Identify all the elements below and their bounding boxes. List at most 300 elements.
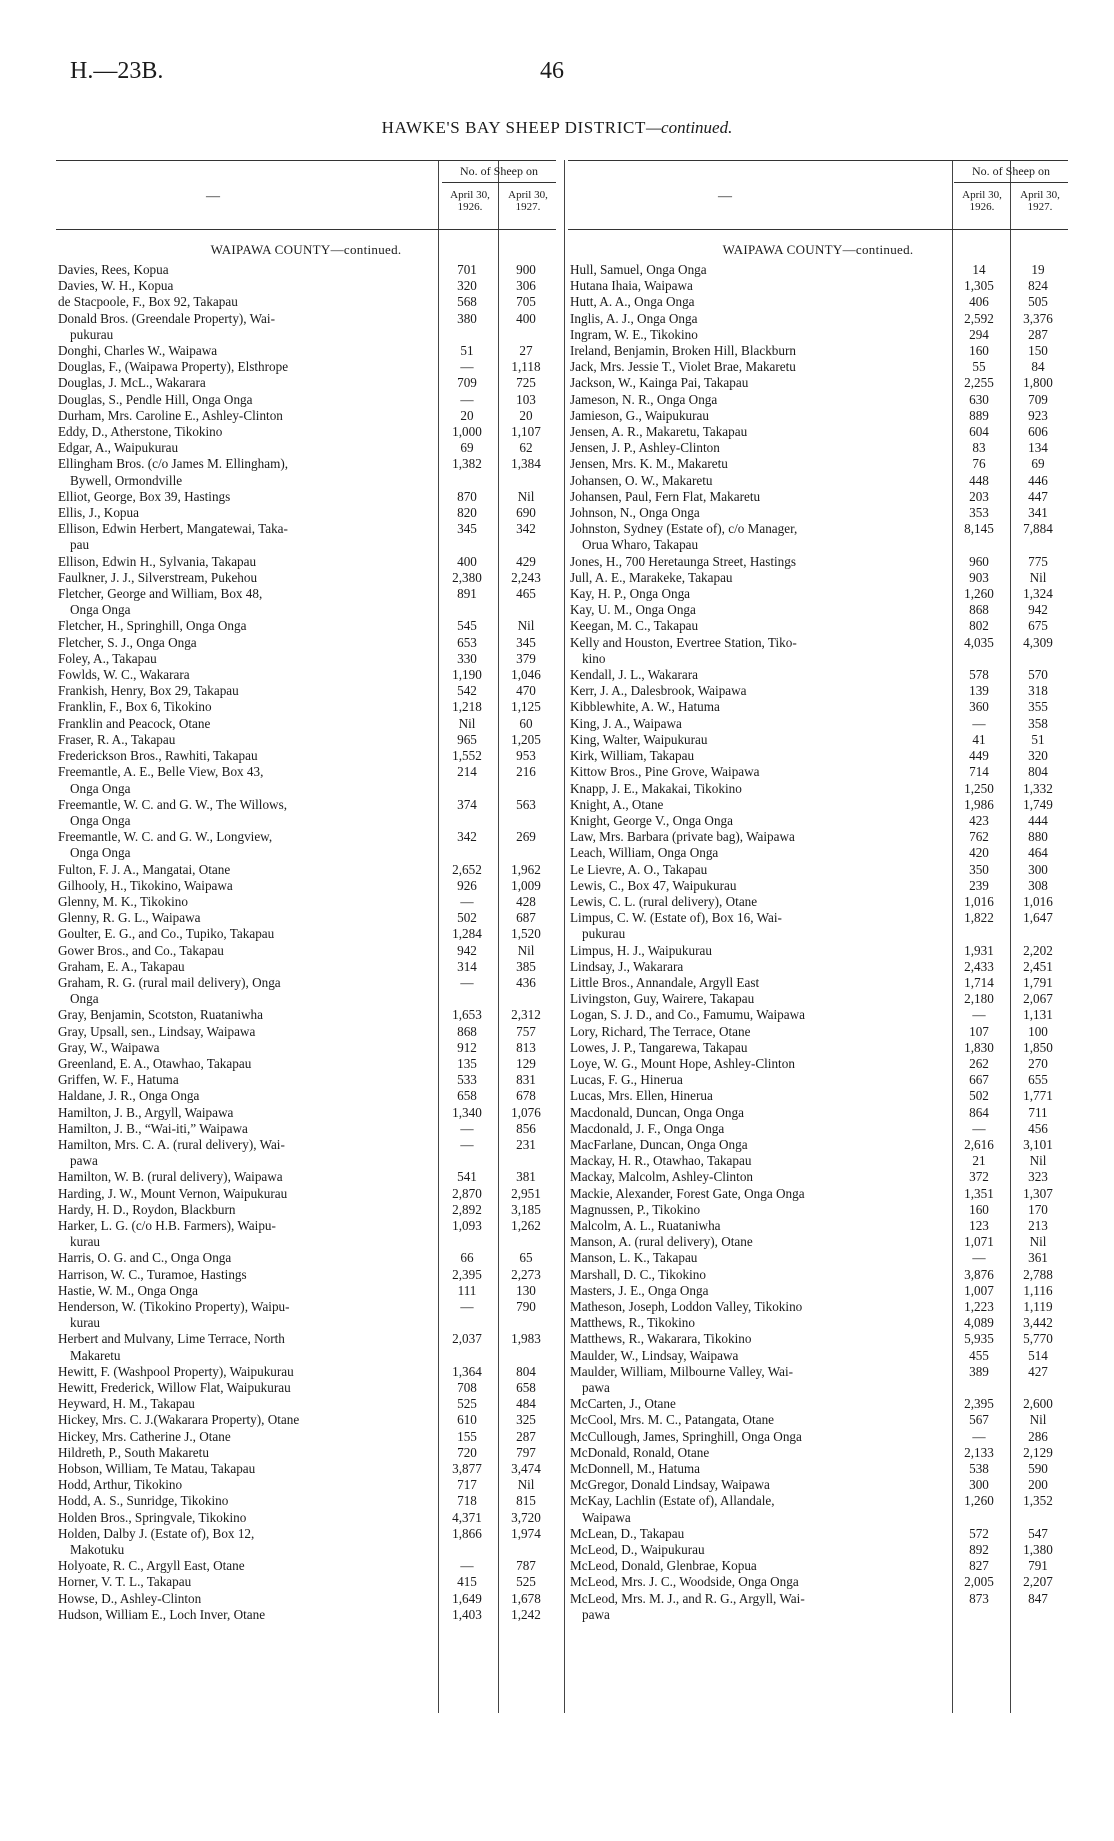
sheep-1927: 60 (519, 715, 533, 731)
owner-name: Durham, Mrs. Caroline E., Ashley-Clinton (58, 407, 283, 423)
sheep-1927: 69 (1031, 456, 1045, 472)
sheep-1927: 678 (516, 1088, 536, 1104)
owner-name: Hull, Samuel, Onga Onga (570, 262, 707, 277)
owner-name: Loye, W. G., Mount Hope, Ashley-Clinton (570, 1055, 795, 1071)
sheep-1927: 1,119 (1023, 1299, 1053, 1314)
sheep-1926: 449 (969, 748, 989, 764)
table-row (568, 1283, 1068, 1299)
table-row (568, 894, 1068, 910)
owner-name: Hodd, A. S., Sunridge, Tikokino (58, 1493, 229, 1509)
sheep-1926: 55 (972, 359, 986, 375)
sheep-1926: 345 (457, 521, 477, 537)
table-row (568, 764, 1068, 780)
table-row (56, 408, 556, 424)
sheep-1927: 216 (516, 764, 536, 780)
sheep-1927: 2,600 (1023, 1396, 1053, 1412)
sheep-1926: 455 (969, 1347, 989, 1363)
sheep-1927: 3,474 (511, 1461, 541, 1477)
table-row (568, 343, 1068, 359)
sheep-1926: 2,592 (964, 310, 994, 326)
sheep-1926: 630 (969, 391, 989, 407)
table-row (568, 1202, 1068, 1218)
sheep-1926: 533 (457, 1072, 477, 1088)
owner-name: Goulter, E. G., and Co., Tupiko, Takapau (58, 926, 275, 942)
table-row (568, 1315, 1068, 1331)
sheep-1926: 2,395 (452, 1266, 482, 1282)
owner-name: Ingram, W. E., Tikokino (570, 326, 698, 342)
sheep-1927: Nil (1029, 1412, 1047, 1428)
owner-name: Jameson, N. R., Onga Onga (570, 391, 718, 407)
header-year-1927: April 30, 1927. (508, 189, 548, 213)
owner-name: Jack, Mrs. Jessie T., Violet Brae, Makaretu (570, 359, 796, 375)
owner-name: Howse, D., Ashley-Clinton (58, 1590, 202, 1606)
sheep-1927: 824 (1028, 278, 1048, 294)
sheep-1926: 717 (457, 1477, 477, 1493)
owner-name: Hudson, William E., Loch Inver, Otane (58, 1606, 266, 1622)
sheep-1927: Nil (1029, 1234, 1047, 1250)
table-row (56, 943, 556, 959)
table-row (568, 456, 1068, 472)
owner-name: Jensen, A. R., Makaretu, Takapau (570, 424, 748, 440)
table-row (568, 521, 1068, 553)
sheep-1926: 542 (457, 683, 477, 699)
sheep-1927: 1,380 (1023, 1542, 1053, 1558)
sheep-1926: 889 (969, 407, 989, 423)
sheep-1926: 802 (969, 618, 989, 634)
owner-name: Lindsay, J., Wakarara (570, 958, 684, 974)
sheep-1926: 5,935 (964, 1331, 994, 1347)
sheep-1926: — (460, 893, 474, 909)
sheep-1926: 1,260 (964, 1493, 994, 1509)
sheep-1926: 1,403 (452, 1606, 482, 1622)
sheep-1926: 1,351 (964, 1185, 994, 1201)
sheep-1927: 213 (1028, 1217, 1048, 1233)
table-row (568, 1040, 1068, 1056)
sheep-1927: 355 (1028, 699, 1048, 715)
sheep-1927: 1,205 (511, 731, 541, 747)
sheep-1926: 2,433 (964, 958, 994, 974)
sheep-1926: 762 (969, 829, 989, 845)
sheep-1927: 150 (1028, 343, 1048, 359)
sheep-1926: 2,380 (452, 569, 482, 585)
owner-name: Faulkner, J. J., Silverstream, Pukehou (58, 569, 258, 585)
table-row (56, 392, 556, 408)
owner-name: Gilhooly, H., Tikokino, Waipawa (58, 877, 233, 893)
table-row (56, 1493, 556, 1509)
sheep-1926: — (972, 1250, 986, 1266)
sheep-1926: 868 (457, 1023, 477, 1039)
owner-name: Johansen, O. W., Makaretu (570, 472, 713, 488)
owner-name: Le Lievre, A. O., Takapau (570, 861, 708, 877)
sheep-1926: 380 (457, 310, 477, 326)
sheep-1926: 51 (460, 343, 474, 359)
table-row (56, 1218, 556, 1250)
sheep-1927: 1,850 (1023, 1039, 1053, 1055)
table-row (568, 1137, 1068, 1153)
sheep-1927: 170 (1028, 1201, 1048, 1217)
table-row (56, 1267, 556, 1283)
sheep-1926: 942 (457, 942, 477, 958)
sheep-1926: 294 (969, 326, 989, 342)
sheep-1926: 545 (457, 618, 477, 634)
owner-name: Hickey, Mrs. C. J.(Wakarara Property), Otane (58, 1412, 300, 1428)
sheep-1926: 41 (972, 731, 986, 747)
sheep-1927: 385 (516, 958, 536, 974)
sheep-1926: 1,986 (964, 796, 994, 812)
owner-name: Holyoate, R. C., Argyll East, Otane (58, 1558, 245, 1574)
sheep-1926: 718 (457, 1493, 477, 1509)
sheep-1927: 300 (1028, 861, 1048, 877)
sheep-1927: 341 (1028, 505, 1048, 521)
owner-name: Fletcher, H., Springhill, Onga Onga (58, 618, 247, 634)
table-row (56, 910, 556, 926)
sheep-1926: 20 (460, 407, 474, 423)
sheep-1926: 160 (969, 1201, 989, 1217)
owner-name: Lowes, J. P., Tangarewa, Takapau (570, 1039, 748, 1055)
sheep-1926: 720 (457, 1444, 477, 1460)
sheep-1927: 1,046 (511, 667, 541, 683)
sheep-1926: 160 (969, 343, 989, 359)
owner-name: Fowlds, W. C., Wakarara (58, 667, 190, 683)
table-row (56, 894, 556, 910)
table-row (56, 1461, 556, 1477)
table-row (568, 1591, 1068, 1623)
owner-name: Graham, E. A., Takapau (58, 958, 185, 974)
sheep-1927: 790 (516, 1299, 536, 1314)
sheep-1926: 4,089 (964, 1315, 994, 1331)
sheep-1927: 287 (516, 1428, 536, 1444)
table-row (56, 1072, 556, 1088)
sheep-1926: 1,340 (452, 1104, 482, 1120)
owner-name: Lewis, C. L. (rural delivery), Otane (570, 893, 758, 909)
sheep-1927: Nil (1029, 569, 1047, 585)
table-row (56, 424, 556, 440)
owner-name: Johnston, Sydney (Estate of), c/o Manager, Orua Wharo, Takapau (570, 521, 798, 553)
owner-name: Davies, W. H., Kopua (58, 278, 174, 294)
owner-name: Magnussen, P., Tikokino (570, 1201, 701, 1217)
table-row (56, 1250, 556, 1266)
table-row (568, 910, 1068, 942)
sheep-1927: 2,207 (1023, 1574, 1053, 1590)
table-row (56, 1283, 556, 1299)
sheep-1927: 2,067 (1023, 991, 1053, 1007)
sheep-1927: 4,309 (1023, 634, 1053, 650)
sheep-1926: 709 (457, 375, 477, 391)
sheep-1927: 27 (519, 343, 533, 359)
sheep-1926: 2,616 (964, 1136, 994, 1152)
sheep-1927: 847 (1028, 1590, 1048, 1606)
sheep-1927: 1,262 (511, 1217, 541, 1233)
sheep-1927: Nil (1029, 1153, 1047, 1169)
sheep-1926: 389 (969, 1363, 989, 1379)
table-row (56, 651, 556, 667)
sheep-1926: 14 (972, 262, 986, 277)
sheep-1926: 69 (460, 440, 474, 456)
sheep-1927: 563 (516, 796, 536, 812)
sheep-1926: 350 (969, 861, 989, 877)
sheep-1927: 2,129 (1023, 1444, 1053, 1460)
sheep-1927: 1,009 (511, 877, 541, 893)
sheep-1926: 1,931 (964, 942, 994, 958)
owner-name: Freemantle, W. C. and G. W., Longview, Onga Onga (58, 829, 273, 861)
sheep-1926: — (460, 1558, 474, 1574)
sheep-1926: 578 (969, 667, 989, 683)
table-row (56, 1607, 556, 1623)
sheep-1927: 797 (516, 1444, 536, 1460)
owner-name: Henderson, W. (Tikokino Property), Waipu- kurau (58, 1299, 290, 1331)
owner-name: Gray, Benjamin, Scotston, Ruataniwha (58, 1007, 263, 1023)
sheep-1927: 464 (1028, 845, 1048, 861)
sheep-1926: 653 (457, 634, 477, 650)
sheep-1927: 1,352 (1023, 1493, 1053, 1509)
sheep-1927: 428 (516, 893, 536, 909)
table-row (56, 505, 556, 521)
sheep-1927: 1,116 (1023, 1282, 1053, 1298)
table-row (568, 683, 1068, 699)
owner-name: Foley, A., Takapau (58, 650, 157, 666)
sheep-1926: 107 (969, 1023, 989, 1039)
owner-name: Herbert and Mulvany, Lime Terrace, North Makaretu (58, 1331, 285, 1363)
sheep-1927: 129 (516, 1055, 536, 1071)
sheep-1927: 675 (1028, 618, 1048, 634)
sheep-1927: 84 (1031, 359, 1045, 375)
sheep-1927: 705 (516, 294, 536, 310)
owner-name: Kirk, William, Takapau (570, 748, 695, 764)
sheep-1927: 1,974 (511, 1525, 541, 1541)
sheep-1927: 2,202 (1023, 942, 1053, 958)
sheep-1926: 353 (969, 505, 989, 521)
sheep-1926: 4,035 (964, 634, 994, 650)
sheep-1927: 725 (516, 375, 536, 391)
owner-name: Kittow Bros., Pine Grove, Waipawa (570, 764, 760, 780)
sheep-1927: 2,451 (1023, 958, 1053, 974)
sheep-1927: 429 (516, 553, 536, 569)
owner-name: Gray, Upsall, sen., Lindsay, Waipawa (58, 1023, 256, 1039)
sheep-1926: 314 (457, 958, 477, 974)
owner-name: King, J. A., Waipawa (570, 715, 682, 731)
sheep-1927: 942 (1028, 602, 1048, 618)
table-row (568, 1088, 1068, 1104)
table-row (568, 586, 1068, 602)
table-row (568, 1526, 1068, 1542)
sheep-1927: 200 (1028, 1477, 1048, 1493)
sheep-1926: 214 (457, 764, 477, 780)
sheep-1926: 502 (457, 910, 477, 926)
sheep-1927: 570 (1028, 667, 1048, 683)
table-row (568, 716, 1068, 732)
sheep-1926: 1,007 (964, 1282, 994, 1298)
owner-name: Hutana Ihaia, Waipawa (570, 278, 693, 294)
table-row (56, 878, 556, 894)
sheep-1926: 423 (969, 812, 989, 828)
sheep-1927: 456 (1028, 1120, 1048, 1136)
owner-name: Holden, Dalby J. (Estate of), Box 12, Makotuku (58, 1525, 255, 1558)
owner-name: Manson, L. K., Takapau (570, 1250, 698, 1266)
table-row (568, 1574, 1068, 1590)
sheep-1927: 791 (1028, 1558, 1048, 1574)
sheep-1926: 406 (969, 294, 989, 310)
table-row (568, 294, 1068, 310)
sheep-1926: 448 (969, 472, 989, 488)
table-row (568, 408, 1068, 424)
sheep-1926: 83 (972, 440, 986, 456)
sheep-1927: 547 (1028, 1525, 1048, 1541)
table-row (56, 586, 556, 618)
table-row (56, 618, 556, 634)
table-row (56, 1056, 556, 1072)
sheep-1927: 465 (516, 586, 536, 602)
owner-name: Heyward, H. M., Takapau (58, 1396, 195, 1412)
table-row (568, 667, 1068, 683)
sheep-1926: 4,371 (452, 1509, 482, 1525)
sheep-1927: Nil (517, 488, 535, 504)
table-row (568, 829, 1068, 845)
sheep-1926: 21 (972, 1153, 986, 1169)
sheep-1926: 135 (457, 1055, 477, 1071)
sheep-1927: 342 (516, 521, 536, 537)
sheep-1927: 953 (516, 748, 536, 764)
owner-name: Masters, J. E., Onga Onga (570, 1282, 709, 1298)
sheep-1926: 868 (969, 602, 989, 618)
sheep-1927: 1,791 (1023, 974, 1053, 990)
owner-name: Lucas, Mrs. Ellen, Hinerua (570, 1088, 713, 1104)
table-row (568, 1299, 1068, 1315)
sheep-1927: 1,307 (1023, 1185, 1053, 1201)
sheep-1927: 446 (1028, 472, 1048, 488)
owner-name: Mackay, H. R., Otawhao, Takapau (570, 1153, 752, 1169)
sheep-1926: 1,016 (964, 893, 994, 909)
county-heading: WAIPAWA COUNTY—continued. (722, 242, 914, 257)
table-row (568, 943, 1068, 959)
sheep-1927: 7,884 (1023, 521, 1053, 537)
owner-name: Keegan, M. C., Takapau (570, 618, 699, 634)
right-column (568, 160, 1068, 1623)
owner-name: Hamilton, Mrs. C. A. (rural delivery), Wai- pawa (58, 1136, 285, 1169)
sheep-1927: 62 (519, 440, 533, 456)
owner-name: Ellison, Edwin Herbert, Mangatewai, Taka- pau (58, 521, 288, 553)
sheep-1926: 2,892 (452, 1201, 482, 1217)
owner-name: Mackie, Alexander, Forest Gate, Onga Onga (570, 1185, 805, 1201)
owner-name: Hildreth, P., South Makaretu (58, 1444, 209, 1460)
header-year-1927: April 30, 1927. (1020, 189, 1060, 213)
sheep-1927: 2,312 (511, 1007, 541, 1023)
owner-name: Jensen, Mrs. K. M., Makaretu (570, 456, 728, 472)
table-row (568, 1493, 1068, 1525)
table-row (56, 1137, 556, 1169)
sheep-1927: 655 (1028, 1072, 1048, 1088)
owner-name: Graham, R. G. (rural mail delivery), Onga Onga (58, 974, 281, 1007)
owner-name: Fulton, F. J. A., Mangatai, Otane (58, 861, 231, 877)
table-row (568, 262, 1068, 278)
sheep-1927: 306 (516, 278, 536, 294)
table-row (568, 311, 1068, 327)
table-row (568, 1250, 1068, 1266)
owner-name: Freemantle, A. E., Belle View, Box 43, Onga Onga (58, 764, 264, 796)
table-row (56, 1591, 556, 1607)
table-row (568, 473, 1068, 489)
sheep-1927: 813 (516, 1039, 536, 1055)
owner-name: Johansen, Paul, Fern Flat, Makaretu (570, 488, 761, 504)
owner-name: Hamilton, J. B., “Wai-iti,” Waipawa (58, 1120, 248, 1136)
header-no-of-sheep: No. of Sheep on (442, 164, 556, 183)
table-row (568, 1234, 1068, 1250)
sheep-1927: 831 (516, 1072, 536, 1088)
sheep-1927: 447 (1028, 488, 1048, 504)
sheep-1927: 3,101 (1023, 1136, 1053, 1152)
sheep-1926: 2,037 (452, 1331, 482, 1347)
table-row (568, 1267, 1068, 1283)
sheep-1927: Nil (517, 1477, 535, 1493)
sheep-1926: 342 (457, 829, 477, 845)
sheep-1926: 1,552 (452, 748, 482, 764)
sheep-1926: 123 (969, 1217, 989, 1233)
owner-name: McCullough, James, Springhill, Onga Onga (570, 1428, 802, 1444)
owner-name: Kerr, J. A., Dalesbrook, Waipawa (570, 683, 747, 699)
table-row (56, 456, 556, 488)
sheep-1926: 300 (969, 1477, 989, 1493)
sheep-1927: 1,520 (511, 926, 541, 942)
sheep-1927: 900 (516, 262, 536, 277)
table-row (56, 797, 556, 829)
table-row (56, 1202, 556, 1218)
table-row (568, 748, 1068, 764)
sheep-1926: 1,284 (452, 926, 482, 942)
owner-name: Hickey, Mrs. Catherine J., Otane (58, 1428, 231, 1444)
sheep-1926: 604 (969, 424, 989, 440)
sheep-1926: 76 (972, 456, 986, 472)
sheep-1927: 19 (1031, 262, 1045, 277)
sheep-1926: 714 (969, 764, 989, 780)
table-row (56, 1412, 556, 1428)
county-heading: WAIPAWA COUNTY—continued. (210, 242, 402, 257)
owner-name: McCool, Mrs. M. C., Patangata, Otane (570, 1412, 775, 1428)
table-row (56, 1510, 556, 1526)
sheep-1926: 1,382 (452, 456, 482, 472)
sheep-1926: 870 (457, 488, 477, 504)
owner-name: Kibblewhite, A. W., Hatuma (570, 699, 720, 715)
owner-name: Inglis, A. J., Onga Onga (570, 310, 698, 326)
sheep-1927: 590 (1028, 1461, 1048, 1477)
table-row (56, 1380, 556, 1396)
sheep-1926: — (460, 974, 474, 990)
owner-name: Manson, A. (rural delivery), Otane (570, 1234, 753, 1250)
sheep-1926: 903 (969, 569, 989, 585)
table-row (568, 359, 1068, 375)
table-row (56, 375, 556, 391)
owner-name: Malcolm, A. L., Ruataniwha (570, 1217, 721, 1233)
sheep-1927: 815 (516, 1493, 536, 1509)
sheep-1926: 2,652 (452, 861, 482, 877)
sheep-1927: 427 (1028, 1363, 1048, 1379)
table-row (56, 1396, 556, 1412)
table-row (568, 797, 1068, 813)
owner-name: Hobson, William, Te Matau, Takapau (58, 1461, 256, 1477)
table-row (56, 1331, 556, 1363)
table-row (568, 554, 1068, 570)
sheep-1926: 1,071 (964, 1234, 994, 1250)
sheep-1926: 525 (457, 1396, 477, 1412)
owner-name: McLeod, Mrs. M. J., and R. G., Argyll, Wai- pawa (570, 1590, 805, 1622)
table-row (568, 392, 1068, 408)
owner-name: Knight, A., Otane (570, 796, 664, 812)
table-row (56, 1364, 556, 1380)
owner-name: Jensen, J. P., Ashley-Clinton (570, 440, 720, 456)
sheep-1927: 381 (516, 1169, 536, 1185)
sheep-1927: 757 (516, 1023, 536, 1039)
sheep-1927: 856 (516, 1120, 536, 1136)
sheep-1926: 155 (457, 1428, 477, 1444)
table-row (568, 1477, 1068, 1493)
